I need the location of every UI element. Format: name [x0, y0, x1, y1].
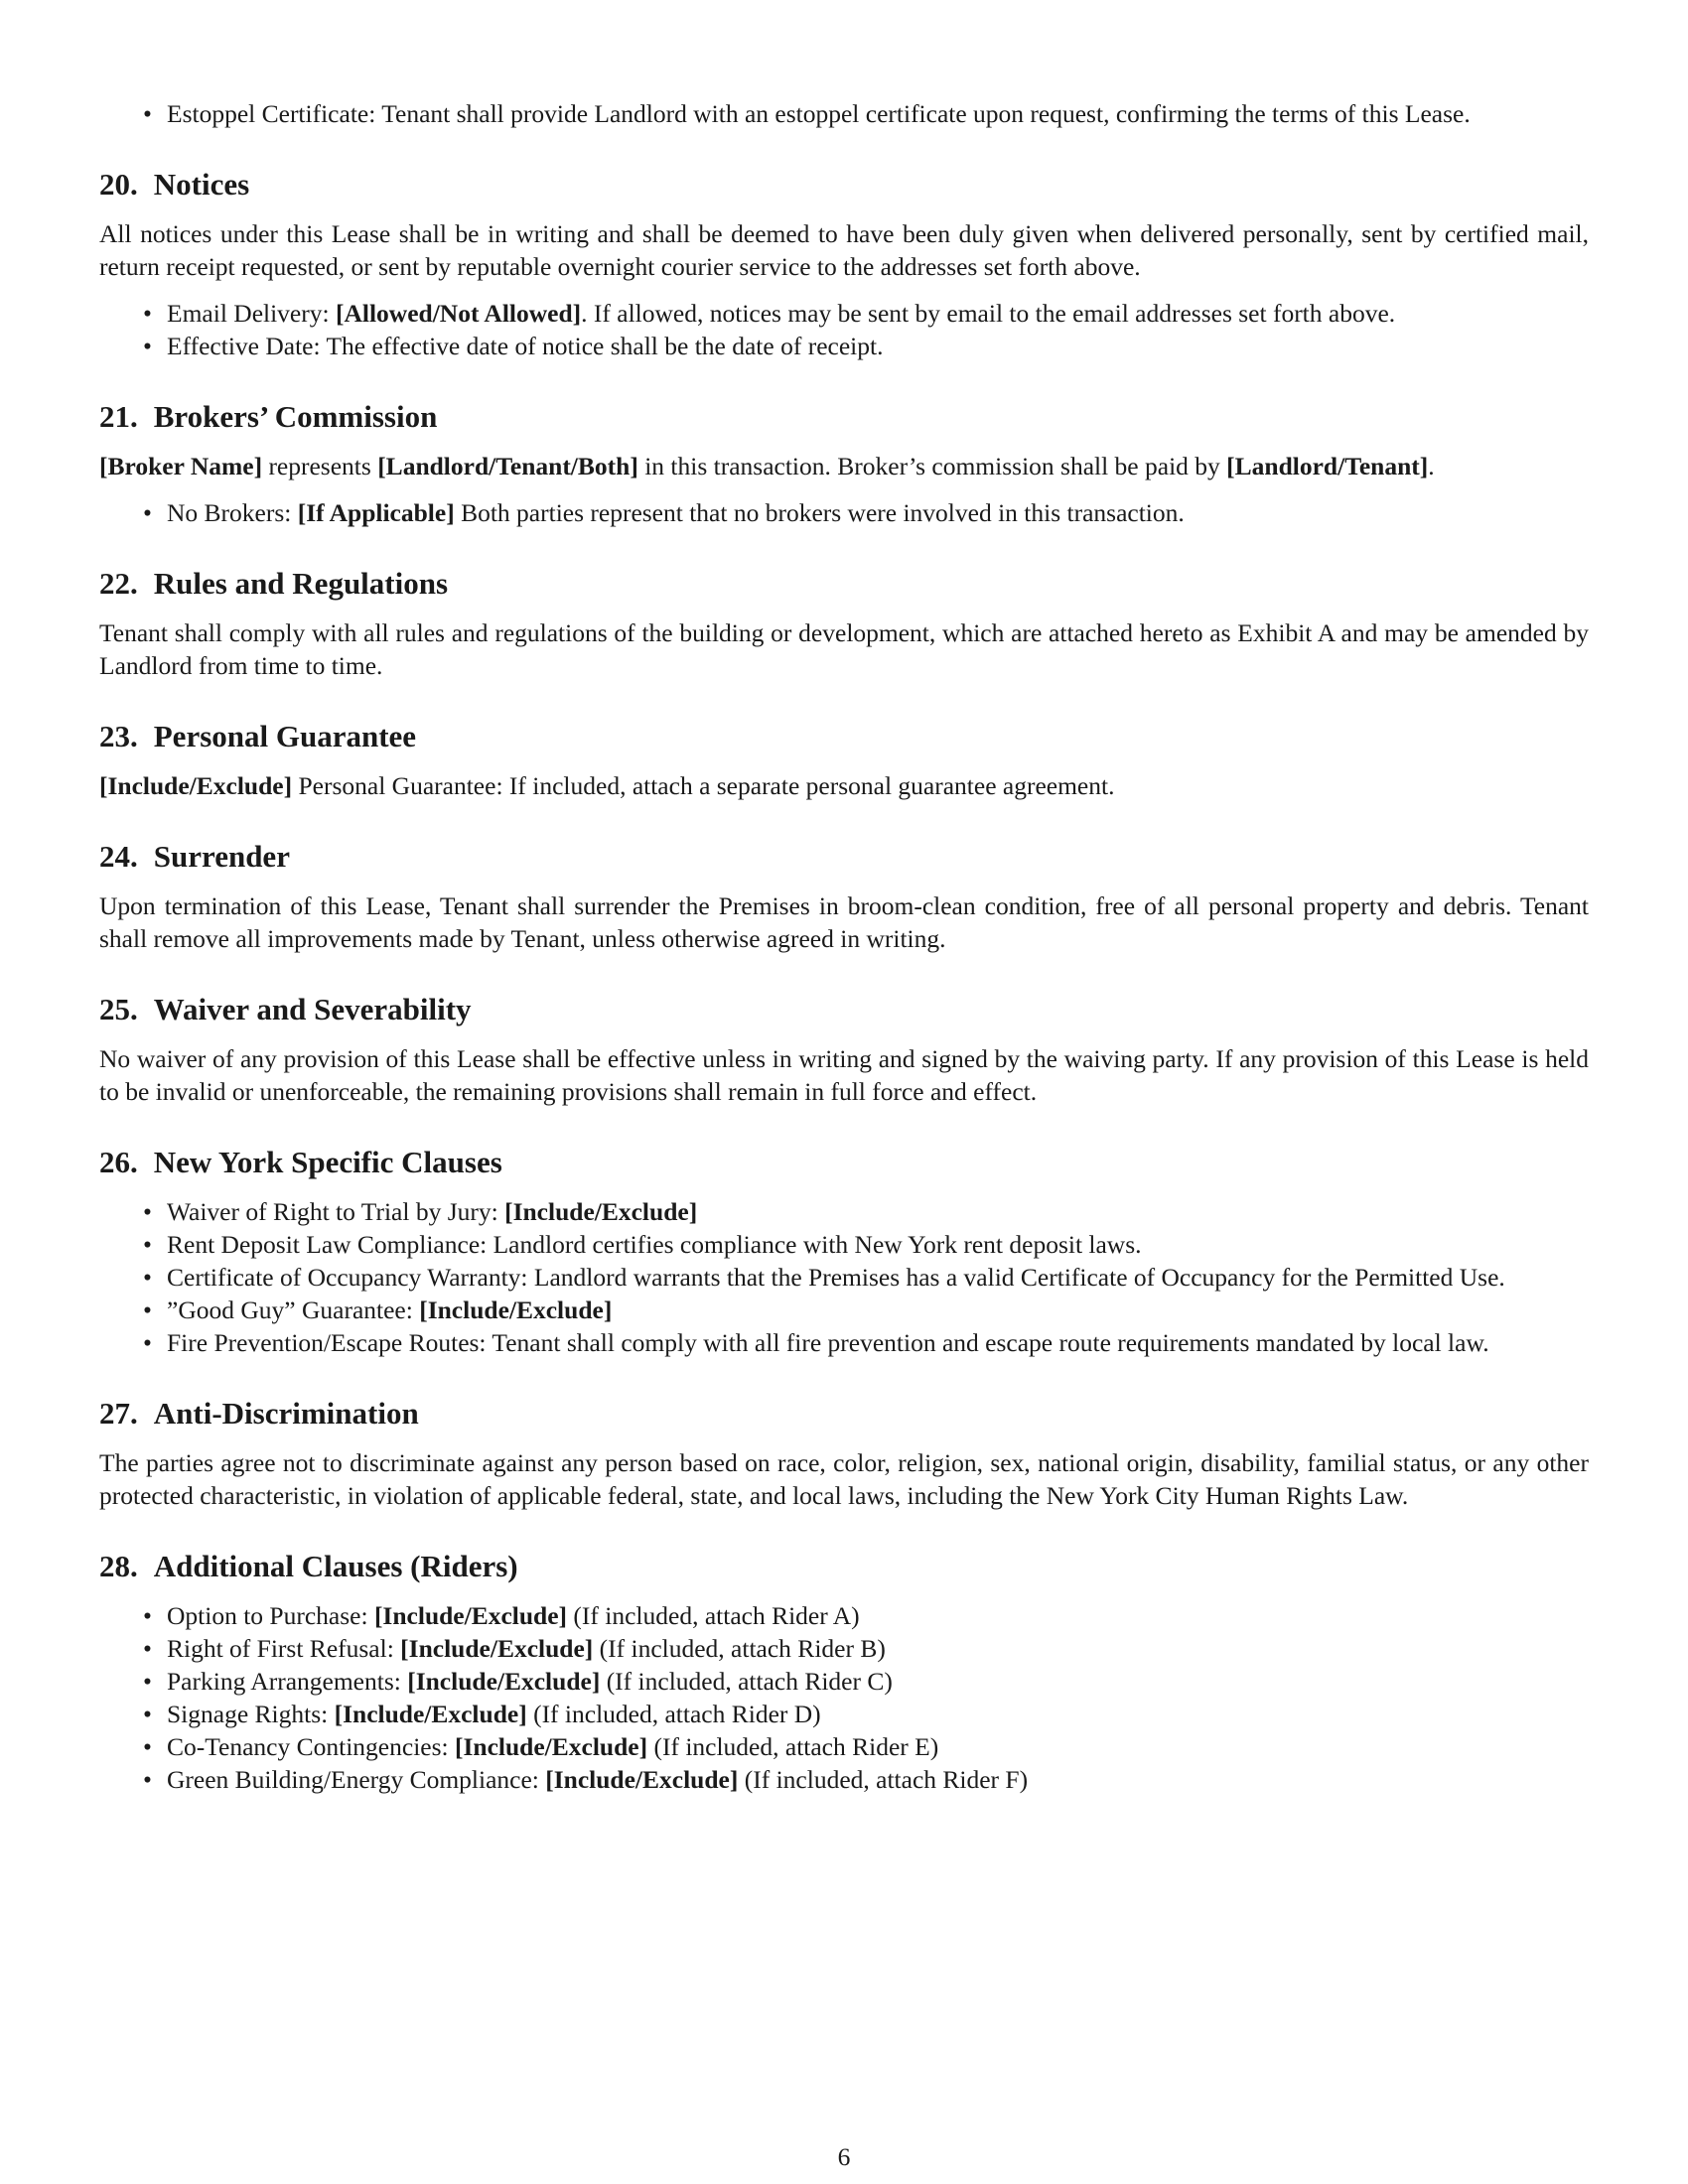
list-item: • Email Delivery: [Allowed/Not Allowed]. If allowed, notices may be sent by email to the email addresses set forth above. — [167, 297, 1589, 330]
list-item: • Waiver of Right to Trial by Jury: [Include/Exclude] — [167, 1195, 1589, 1228]
section-heading: 24. Surrender — [99, 839, 290, 874]
list-item: • Estoppel Certificate: Tenant shall provide Landlord with an estoppel certificate upon request, confirming the terms of this Lease. — [167, 97, 1589, 130]
section-body: [Include/Exclude] Personal Guarantee: If included, attach a separate personal guarantee agreement. — [99, 771, 1115, 800]
notices-list — [99, 297, 1589, 362]
list-item: • Effective Date: The effective date of notice shall be the date of receipt. — [167, 330, 1589, 362]
list-item: • Signage Rights: [Include/Exclude] (If included, attach Rider D) — [167, 1698, 1589, 1730]
section-new-york — [99, 1144, 1589, 1359]
section-body: [Broker Name] represents [Landlord/Tenant/Both] in this transaction. Broker’s commission shall be paid by [Landlord/Tenant]. — [99, 452, 1435, 480]
section-surrender — [99, 838, 1589, 955]
placeholder-field: [Include/Exclude] — [334, 1700, 527, 1728]
section-heading: 20. Notices — [99, 167, 250, 202]
placeholder-field: [Include/Exclude] — [99, 771, 293, 800]
placeholder-field: [Landlord/Tenant] — [1226, 452, 1429, 480]
section-body: Tenant shall comply with all rules and regulations of the building or development, which are attached hereto as Exhibit A and may be amended by Landlord from time to time. — [99, 618, 1589, 680]
section-heading: 27. Anti-Discrimination — [99, 1396, 419, 1431]
list-item: • Right of First Refusal: [Include/Exclude] (If included, attach Rider B) — [167, 1632, 1589, 1665]
estoppel-list — [99, 97, 1589, 130]
placeholder-field: [Include/Exclude] — [504, 1197, 698, 1226]
placeholder-field: [Include/Exclude] — [454, 1732, 648, 1761]
section-guarantee — [99, 718, 1589, 802]
section-riders — [99, 1548, 1589, 1796]
list-item: • Rent Deposit Law Compliance: Landlord certifies compliance with New York rent deposit laws. — [167, 1228, 1589, 1261]
section-anti-discrimination — [99, 1395, 1589, 1512]
placeholder-field: [If Applicable] — [297, 498, 455, 527]
section-rules — [99, 565, 1589, 682]
placeholder-field: [Include/Exclude] — [373, 1601, 568, 1630]
section-notices — [99, 166, 1589, 362]
section-heading: 23. Personal Guarantee — [99, 719, 417, 753]
placeholder-field: [Allowed/Not Allowed] — [335, 299, 582, 328]
section-body: The parties agree not to discriminate against any person based on race, color, religion, sex, national origin, disability, familial status, or any other protected characteristic, in violation of applicable federal, state, and local laws, including the New York City Human Rights Law. — [99, 1448, 1589, 1510]
list-item: • No Brokers: [If Applicable] Both parties represent that no brokers were involved in this transaction. — [167, 496, 1589, 529]
section-heading: 26. New York Specific Clauses — [99, 1145, 502, 1179]
riders-list — [99, 1599, 1589, 1796]
section-body: Upon termination of this Lease, Tenant shall surrender the Premises in broom-clean condition, free of all personal property and debris. Tenant shall remove all improvements made by Tenant, unless otherwise agreed in writing. — [99, 891, 1589, 953]
new-york-list — [99, 1195, 1589, 1359]
list-item: • Co-Tenancy Contingencies: [Include/Exclude] (If included, attach Rider E) — [167, 1730, 1589, 1763]
list-item: • Parking Arrangements: [Include/Exclude] (If included, attach Rider C) — [167, 1665, 1589, 1698]
list-item: • Certificate of Occupancy Warranty: Landlord warrants that the Premises has a valid Certificate of Occupancy for the Permitted Use. — [167, 1261, 1589, 1294]
section-waiver — [99, 991, 1589, 1108]
placeholder-field: [Include/Exclude] — [400, 1634, 594, 1663]
section-heading: 22. Rules and Regulations — [99, 566, 449, 601]
section-brokers — [99, 398, 1589, 529]
page-number: 6 — [837, 2142, 851, 2171]
list-item: • ”Good Guy” Guarantee: [Include/Exclude] — [167, 1294, 1589, 1326]
section-heading: 25. Waiver and Severability — [99, 992, 472, 1026]
section-body: No waiver of any provision of this Lease shall be effective unless in writing and signed by the waiving party. If any provision of this Lease is held to be invalid or unenforceable, the remaining provisions shall remain in full force and effect. — [99, 1044, 1589, 1106]
section-heading: 21. Brokers’ Commission — [99, 399, 438, 434]
placeholder-field: [Include/Exclude] — [407, 1667, 601, 1696]
placeholder-field: [Landlord/Tenant/Both] — [377, 452, 638, 480]
placeholder-field: [Broker Name] — [99, 452, 263, 480]
list-item: • Option to Purchase: [Include/Exclude] (If included, attach Rider A) — [167, 1599, 1589, 1632]
placeholder-field: [Include/Exclude] — [419, 1296, 613, 1324]
brokers-list — [99, 496, 1589, 529]
section-body: All notices under this Lease shall be in writing and shall be deemed to have been duly given when delivered personally, sent by certified mail, return receipt requested, or sent by reputable overnight courier service to the addresses set forth above. — [99, 219, 1589, 281]
list-item: • Fire Prevention/Escape Routes: Tenant shall comply with all fire prevention and escape route requirements mandated by local law. — [167, 1326, 1589, 1359]
placeholder-field: [Include/Exclude] — [545, 1765, 739, 1794]
list-item: • Green Building/Energy Compliance: [Include/Exclude] (If included, attach Rider F) — [167, 1763, 1589, 1796]
section-heading: 28. Additional Clauses (Riders) — [99, 1549, 518, 1583]
